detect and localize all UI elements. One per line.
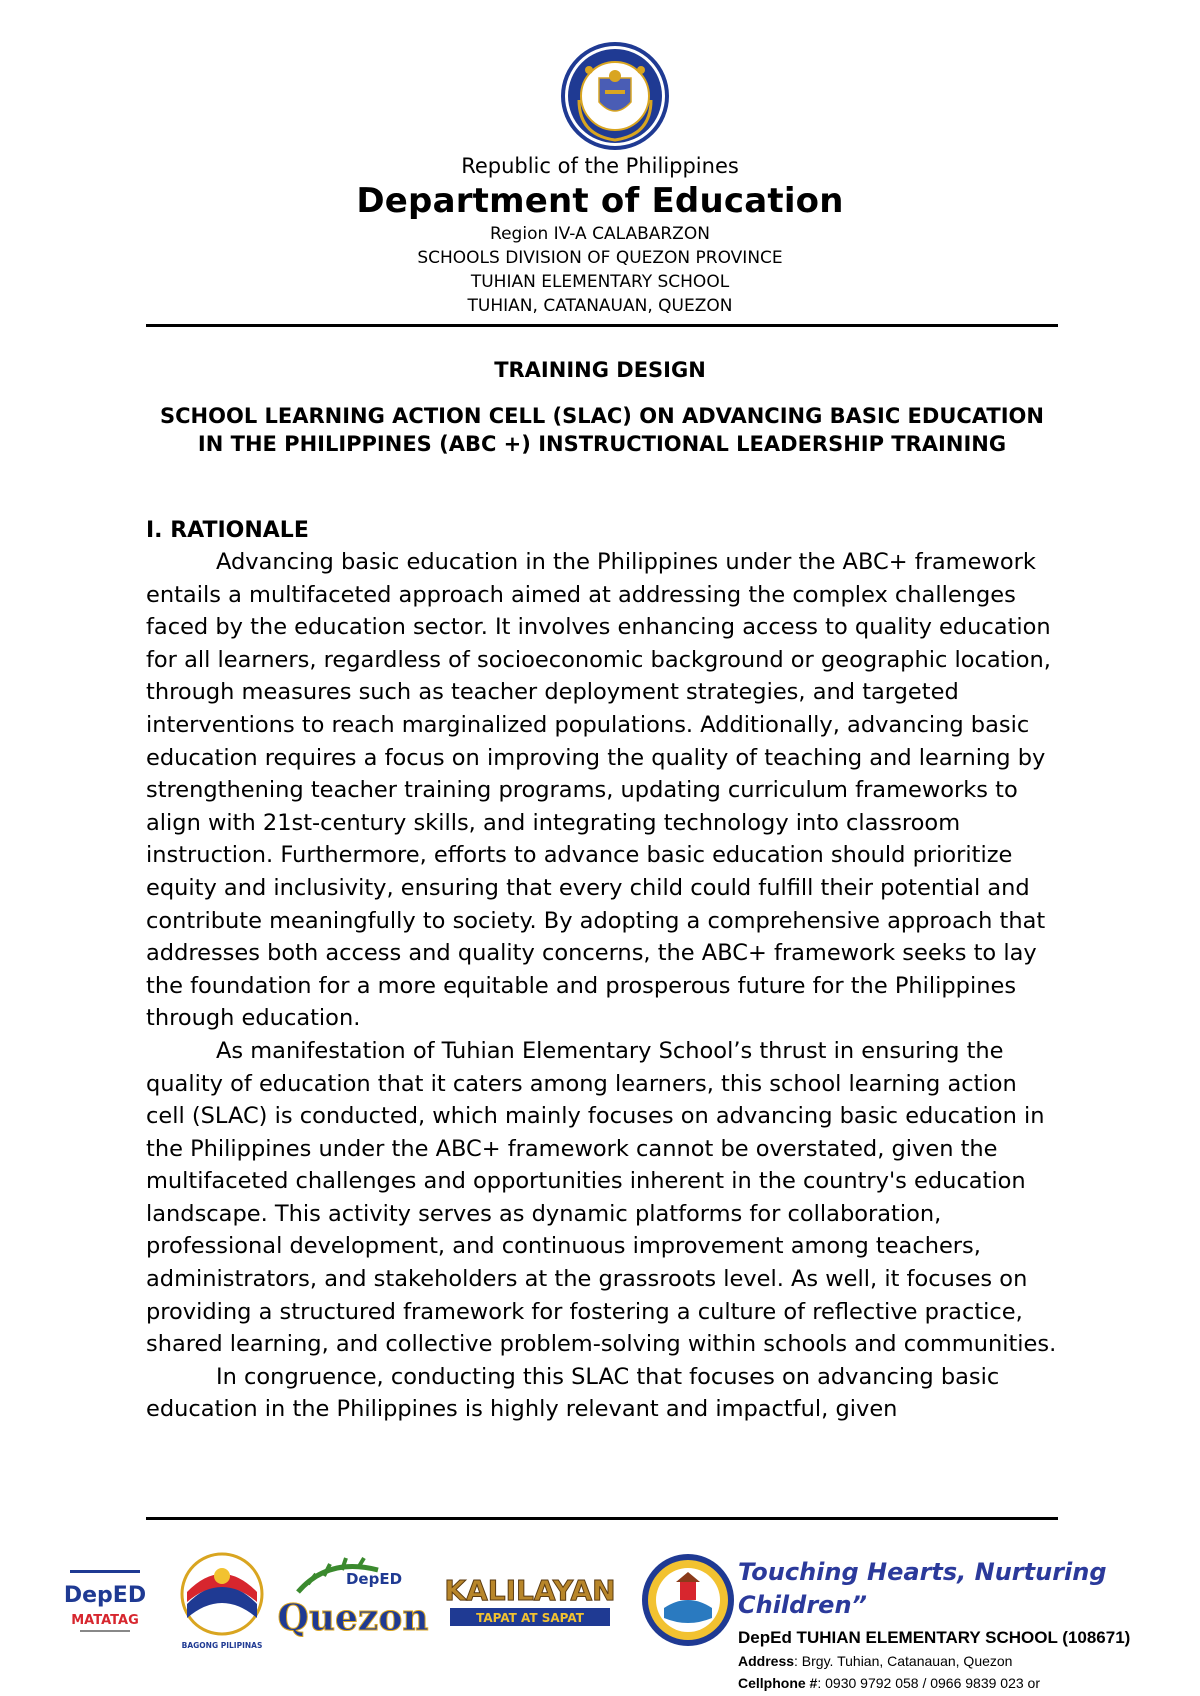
kalilayan-logo [430, 1570, 630, 1640]
department-title: Department of Education [356, 181, 844, 221]
paragraph: In congruence, conducting this SLAC that focuses on advancing basic education in the Philippines is highly relevant and impactful, given [146, 1363, 1000, 1423]
division-line: SCHOOLS DIVISION OF QUEZON PROVINCE [417, 248, 783, 268]
republic-line: Republic of the Philippines [461, 154, 739, 178]
footer-phone [738, 1672, 1198, 1694]
address-value: : Brgy. Tuhian, Catanauan, Quezon [794, 1653, 1013, 1669]
kalilayan-sub: TAPAT AT SAPAT [476, 1611, 584, 1625]
footer-divider [146, 1517, 1058, 1520]
bagong-pilipinas-logo [172, 1548, 272, 1654]
school-seal-icon [640, 1552, 736, 1648]
deped-quezon-logo [277, 1552, 429, 1652]
deped-seal-icon [559, 40, 671, 152]
document-title: TRAINING DESIGN [494, 358, 706, 382]
deped-matatag-main: DepED [63, 1583, 147, 1608]
location-line: TUHIAN, CATANAUAN, QUEZON [467, 296, 733, 316]
header-divider [146, 324, 1058, 327]
document-subtitle: SCHOOL LEARNING ACTION CELL (SLAC) ON ADVANCING BASIC EDUCATION IN THE PHILIPPINES (ABC +) INSTRUCTIONAL LEADERSHIP TRAINING [160, 404, 1044, 456]
kalilayan-main: KALILAYAN [444, 1574, 616, 1607]
deped-matatag-sub: MATATAG [71, 1613, 139, 1628]
bagong-pilipinas-label: BAGONG PILIPINAS [181, 1641, 263, 1650]
address-label: Address [738, 1653, 795, 1669]
school-line: TUHIAN ELEMENTARY SCHOOL [470, 272, 730, 292]
document-body [146, 516, 1058, 1426]
region-line: Region IV-A CALABARZON [490, 224, 710, 244]
footer-logos [60, 1548, 740, 1658]
paragraph: Advancing basic education in the Philippines under the ABC+ framework entails a multifaceted approach aimed at addressing the complex challenges faced by the education sector. It involves enhancing access to quality education for all learners, regardless of socioeconomic background or geographic location, through measures such as teacher deployment strategies, and targeted interventions to reach marginalized populations. Additionally, advancing basic education requires a focus on improving the quality of teaching and learning by strengthening teacher training programs, updating curriculum frameworks to align with 21st-century skills, and integrating technology into classroom instruction. Furthermore, efforts to advance basic education should prioritize equity and inclusivity, ensuring that every child could fulfill their potential and contribute meaningfully to society. By adopting a comprehensive approach that addresses both access and quality concerns, the ABC+ framework seeks to lay the foundation for a more equitable and prosperous future for the Philippines through education. [146, 549, 1051, 1032]
phone-label: Cellphone # [738, 1675, 818, 1691]
deped-quezon-top: DepED [345, 1570, 403, 1588]
footer-school-name: DepEd TUHIAN ELEMENTARY SCHOOL (108671) [738, 1628, 1131, 1647]
letterhead [0, 152, 1200, 318]
deped-quezon-main: Quezon [277, 1597, 429, 1639]
footer-contact [738, 1556, 1198, 1694]
paragraph: As manifestation of Tuhian Elementary School’s thrust in ensuring the quality of education that it caters among learners, this school learning action cell (SLAC) is conducted, which mainly focuses on advancing basic education in the Philippines under the ABC+ framework cannot be overstated, given the multifaceted challenges and opportunities inherent in the country's education landscape. This activity serves as dynamic platforms for collaboration, professional development, and continuous improvement among teachers, administrators, and stakeholders at the grassroots level. As well, it focuses on providing a structured framework for fostering a culture of reflective practice, shared learning, and collective problem-solving within schools and communities. [146, 1037, 1057, 1358]
section-heading: I. RATIONALE [146, 518, 309, 543]
phone-value: : 0930 9792 058 / 0966 9839 023 or [817, 1675, 1040, 1691]
deped-matatag-logo [60, 1566, 150, 1650]
footer-address [738, 1650, 1198, 1672]
school-slogan: Touching Hearts, Nurturing Children” [738, 1558, 1107, 1619]
